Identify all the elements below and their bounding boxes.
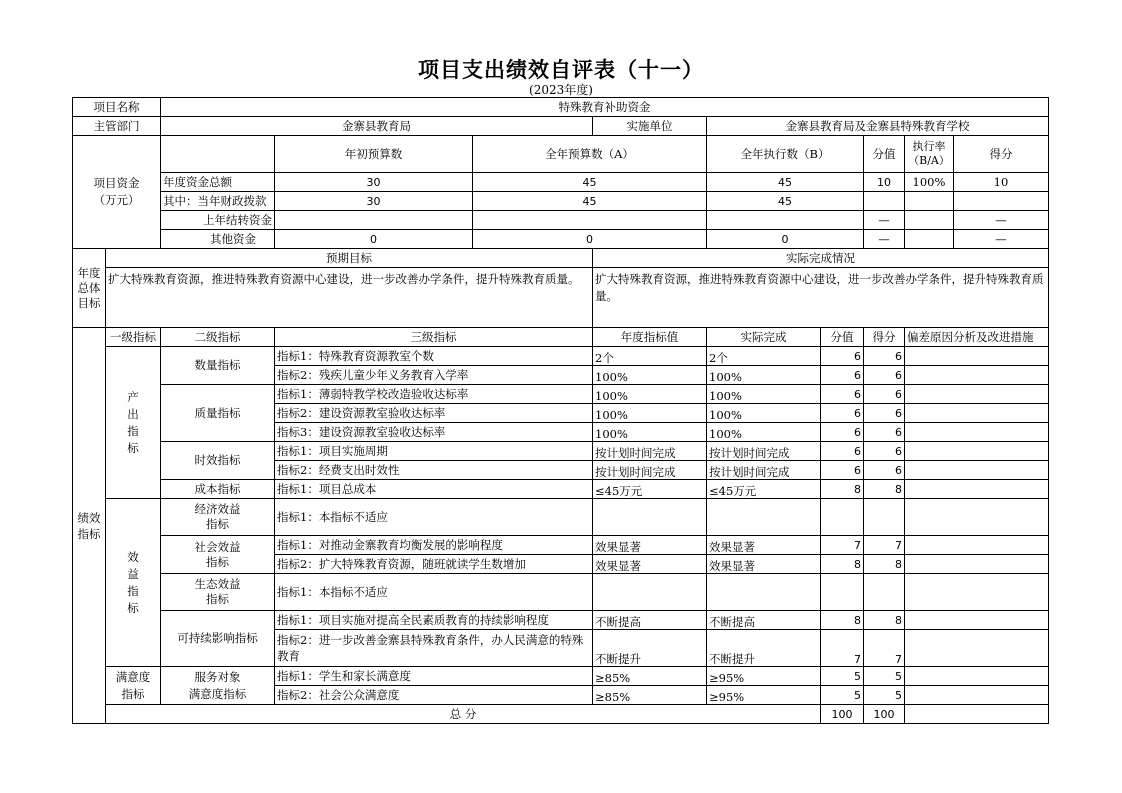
perf-row-got: 5 [864,667,905,686]
perf-row-target: ≥85% [593,686,707,705]
perf-row-target: 100% [593,423,707,442]
perf-row-note [905,442,1049,461]
funds-row-fiscal-rate [905,192,954,210]
perf-l2-cost: 成本指标 [161,480,275,499]
perf-row-indicator: 指标2：进一步改善金寨县特殊教育条件，办人民满意的特殊教育 [275,630,593,667]
perf-header-got: 得分 [864,328,905,347]
perf-row-got: 5 [864,686,905,705]
perf-row-indicator: 指标1：对推动金寨教育均衡发展的影响程度 [275,536,593,555]
perf-row-target: 2个 [593,347,707,366]
perf-row-got: 6 [864,404,905,423]
perf-row-indicator: 指标1：项目总成本 [275,480,593,499]
perf-row-indicator: 指标2：经费支出时效性 [275,461,593,480]
project-name-value: 特殊教育补助资金 [161,98,1049,117]
perf-row-actual: 效果显著 [707,536,821,555]
perf-row-note [905,385,1049,404]
perf-row-note [905,461,1049,480]
funds-row-carryover-exec [707,211,864,230]
funds-row-carryover-label: 上年结转资金 [161,211,275,230]
perf-header-l3: 三级指标 [275,328,593,347]
funds-row-carryover-annual [473,211,707,230]
funds-row-carryover-initial [275,211,473,230]
perf-row-score: 6 [821,347,864,366]
total-score: 100 [821,705,864,724]
funds-row-other-rate-got [905,230,1049,249]
perf-row-target: 效果显著 [593,555,707,574]
perf-row-score: 8 [821,480,864,499]
perf-row-indicator: 指标1：薄弱特教学校改造验收达标率 [275,385,593,404]
perf-row-target [593,574,707,611]
dept-value: 金寨县教育局 [161,117,593,136]
perf-row-note [905,667,1049,686]
perf-row-indicator: 指标1：项目实施对提高全民素质教育的持续影响程度 [275,611,593,630]
funds-row-carryover-got: — [995,212,1007,227]
perf-row-actual: 100% [707,366,821,385]
perf-row-score: 8 [821,611,864,630]
perf-row-actual: 100% [707,423,821,442]
perf-l2-ecological: 生态效益 指标 [161,574,275,611]
perf-row-target: 按计划时间完成 [593,461,707,480]
perf-header-note: 偏差原因分析及改进措施 [905,328,1049,347]
perf-row-got: 7 [864,536,905,555]
perf-row-target: 100% [593,404,707,423]
funds-row-other-got: — [995,231,1007,246]
perf-l2-sustainable: 可持续影响指标 [161,611,275,667]
perf-row-got: 7 [864,630,905,667]
funds-row-other-exec: 0 [707,230,864,249]
funds-row-total-rate: 100% [905,173,954,191]
perf-row-note [905,404,1049,423]
goals-expected-header: 预期目标 [106,249,593,268]
perf-row-actual [707,574,821,611]
perf-row-got [864,574,905,611]
perf-row-target [593,499,707,536]
perf-row-note [905,574,1049,611]
funds-row-total-rate-got [905,173,1049,192]
perf-row-target: 不断提高 [593,611,707,630]
total-note [905,705,1049,724]
funds-row-other-score: — [864,230,905,249]
perf-row-got: 6 [864,461,905,480]
perf-header-l2: 二级指标 [161,328,275,347]
perf-row-target: 100% [593,385,707,404]
perf-row-note [905,499,1049,536]
perf-row-actual: 不断提高 [707,611,821,630]
page-title: 项目支出绩效自评表（十一） [418,57,704,82]
funds-row-carryover-rate-got [905,211,1049,230]
perf-row-actual [707,499,821,536]
perf-row-indicator: 指标2：残疾儿童少年义务教育入学率 [275,366,593,385]
funds-row-fiscal-got [954,192,1048,210]
perf-header-actual: 实际完成 [707,328,821,347]
perf-row-score: 5 [821,686,864,705]
perf-l2-social: 社会效益 指标 [161,536,275,574]
perf-row-score: 5 [821,667,864,686]
perf-row-score: 6 [821,461,864,480]
perf-row-actual: ≥95% [707,686,821,705]
perf-row-got [864,499,905,536]
perf-row-indicator: 指标2：扩大特殊教育资源，随班就读学生数增加 [275,555,593,574]
perf-row-indicator: 指标1：本指标不适应 [275,499,593,536]
perf-row-actual: 100% [707,404,821,423]
perf-row-indicator: 指标3：建设资源教室验收达标率 [275,423,593,442]
goals-actual-text: 扩大特殊教育资源，推进特殊教育资源中心建设，进一步改善办学条件，提升特殊教育质量。 [593,268,1049,328]
perf-row-note [905,686,1049,705]
funds-header-annual: 全年预算数（A） [473,136,707,173]
funds-row-total-annual: 45 [473,173,707,192]
self-evaluation-table [72,97,1049,724]
perf-row-got: 6 [864,423,905,442]
total-got: 100 [864,705,905,724]
funds-row-fiscal-score [864,192,905,211]
perf-l1-effect: 效 益 指 标 [106,499,161,667]
perf-l1-output: 产 出 指 标 [106,347,161,499]
project-name-label: 项目名称 [73,98,161,117]
perf-l2-economic: 经济效益 指标 [161,499,275,536]
perf-row-note [905,536,1049,555]
perf-row-actual: 2个 [707,347,821,366]
funds-row-carryover-rate [905,211,954,229]
perf-row-note [905,555,1049,574]
perf-row-actual: 按计划时间完成 [707,461,821,480]
perf-row-target: 按计划时间完成 [593,442,707,461]
funds-row-other-initial: 0 [275,230,473,249]
year-subtitle: (2023年度) [529,83,593,97]
funds-row-total-score: 10 [864,173,905,192]
total-label: 总 分 [106,705,821,724]
funds-row-fiscal-rate-got [905,192,1049,211]
funds-header-rate-got [905,136,1049,173]
perf-row-score: 6 [821,366,864,385]
funds-header-blank [161,136,275,173]
perf-row-note [905,347,1049,366]
perf-row-note [905,480,1049,499]
impl-unit-value: 金寨县教育局及金寨县特殊教育学校 [707,117,1049,136]
perf-l1-satisfaction: 满意度 指标 [106,667,161,705]
funds-header-exec: 全年执行数（B） [707,136,864,173]
funds-row-carryover-score: — [864,211,905,230]
perf-row-indicator: 指标2：社会公众满意度 [275,686,593,705]
perf-row-got: 6 [864,366,905,385]
perf-row-note [905,630,1049,667]
perf-row-got: 8 [864,480,905,499]
funds-row-other-rate [905,230,954,248]
perf-row-note [905,423,1049,442]
perf-row-score [821,574,864,611]
perf-row-got: 6 [864,385,905,404]
perf-row-actual: 100% [707,385,821,404]
perf-row-target: ≥85% [593,667,707,686]
perf-row-target: 100% [593,366,707,385]
impl-unit-label: 实施单位 [593,117,707,136]
perf-header-score: 分值 [821,328,864,347]
perf-label: 绩效 指标 [73,328,106,724]
perf-row-actual: 不断提升 [707,630,821,667]
perf-row-score: 6 [821,423,864,442]
perf-row-indicator: 指标1：本指标不适应 [275,574,593,611]
perf-l2-quality: 质量指标 [161,385,275,442]
perf-row-got: 6 [864,442,905,461]
funds-row-fiscal-label: 其中：当年财政拨款 [161,192,275,211]
perf-row-score: 8 [821,555,864,574]
funds-row-other-label: 其他资金 [161,230,275,249]
perf-row-actual: 按计划时间完成 [707,442,821,461]
perf-row-target: 效果显著 [593,536,707,555]
funds-row-other-annual: 0 [473,230,707,249]
perf-row-note [905,366,1049,385]
funds-row-total-got: 10 [993,174,1009,189]
perf-l2-service: 服务对象 满意度指标 [161,667,275,705]
goals-expected-text: 扩大特殊教育资源，推进特殊教育资源中心建设，进一步改善办学条件，提升特殊教育质量。 [106,268,593,328]
perf-row-score [821,499,864,536]
perf-row-target: 不断提升 [593,630,707,667]
perf-row-score: 7 [821,536,864,555]
funds-row-fiscal-exec: 45 [707,192,864,211]
perf-row-score: 6 [821,442,864,461]
perf-row-indicator: 指标1：项目实施周期 [275,442,593,461]
perf-row-target: ≤45万元 [593,480,707,499]
perf-row-score: 6 [821,404,864,423]
perf-row-indicator: 指标1：特殊教育资源教室个数 [275,347,593,366]
perf-row-got: 8 [864,611,905,630]
perf-row-indicator: 指标1：学生和家长满意度 [275,667,593,686]
perf-header-target: 年度指标值 [593,328,707,347]
funds-row-total-exec: 45 [707,173,864,192]
goals-actual-header: 实际完成情况 [593,249,1049,268]
funds-header-score: 分值 [864,136,905,173]
funds-row-fiscal-annual: 45 [473,192,707,211]
perf-l2-quantity: 数量指标 [161,347,275,385]
funds-row-total-initial: 30 [275,173,473,192]
dept-label: 主管部门 [73,117,161,136]
funds-header-rate: 执行率（B/A） [905,136,954,172]
perf-row-score: 6 [821,385,864,404]
funds-label: 项目资金 （万元） [73,136,161,249]
perf-row-actual: ≤45万元 [707,480,821,499]
funds-header-got: 得分 [989,146,1013,161]
funds-header-initial: 年初预算数 [275,136,473,173]
perf-row-score: 7 [821,630,864,667]
perf-row-note [905,611,1049,630]
perf-row-actual: ≥95% [707,667,821,686]
goals-label: 年度 总体 目标 [73,249,106,328]
perf-row-actual: 效果显著 [707,555,821,574]
perf-row-got: 8 [864,555,905,574]
perf-row-indicator: 指标2：建设资源教室验收达标率 [275,404,593,423]
funds-row-fiscal-initial: 30 [275,192,473,211]
perf-header-l1: 一级指标 [106,328,161,347]
funds-row-total-label: 年度资金总额 [161,173,275,192]
perf-row-got: 6 [864,347,905,366]
perf-l2-timeliness: 时效指标 [161,442,275,480]
